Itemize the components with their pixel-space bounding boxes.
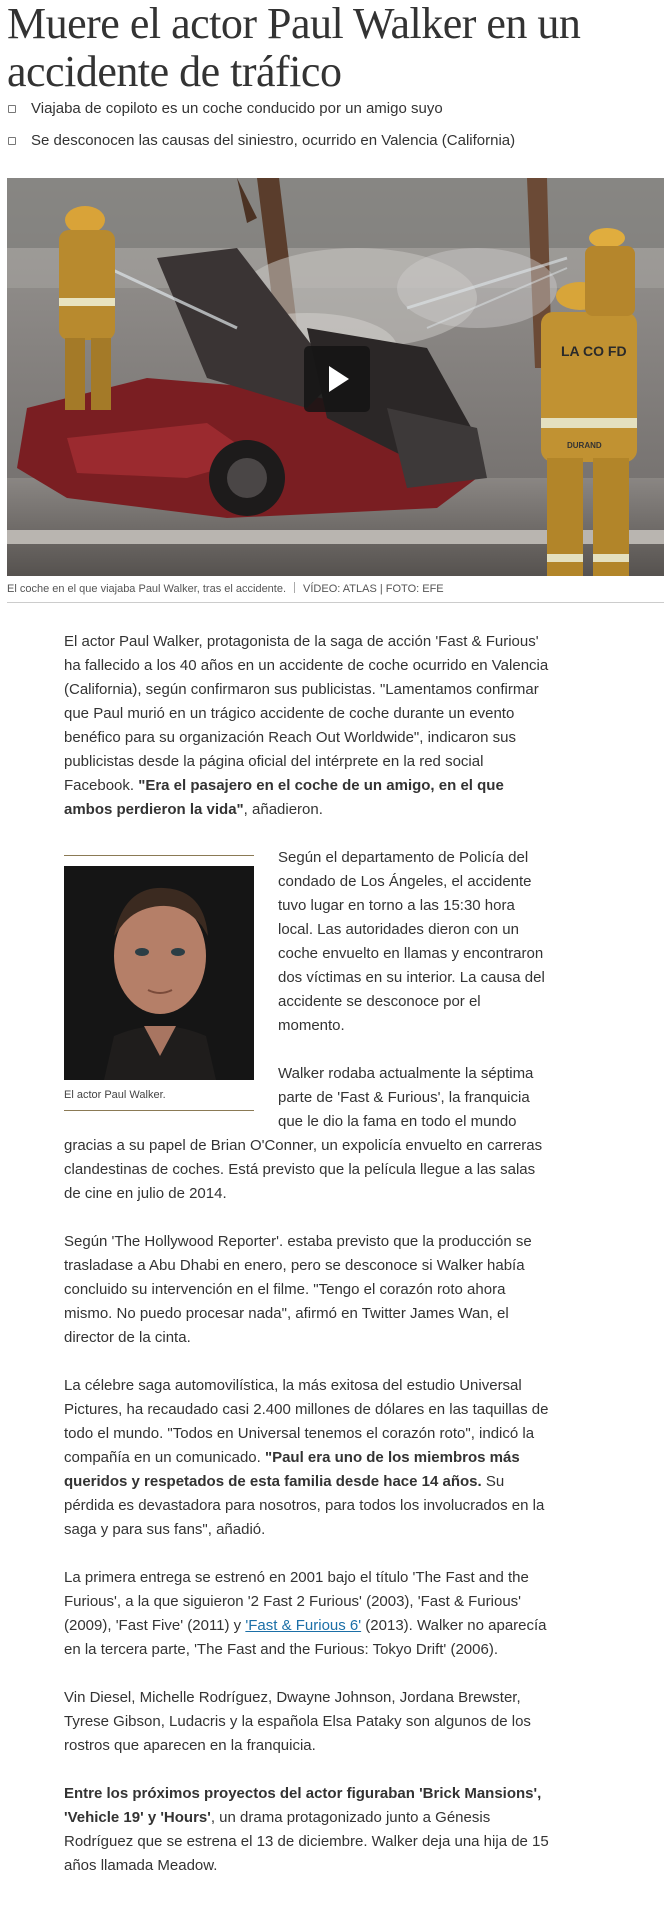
subheadline-item (7, 132, 657, 150)
page-title: Muere el actor Paul Walker en un accidente de tráfico (7, 0, 581, 96)
paragraph-highlight: "Era el pasajero en el coche de un amigo, en el que ambos perdieron la vida" (64, 777, 504, 818)
article-paragraph: Vin Diesel, Michelle Rodríguez, Dwayne Johnson, Jordana Brewster, Tyrese Gibson, Ludacris y la española Elsa Pataky son algunos de los rostros que aparecen en la franquicia. (64, 1689, 531, 1754)
media-caption-bar (7, 580, 664, 603)
article-paragraph (64, 630, 549, 822)
paragraph-highlight: "Paul era uno de los miembros más queridos y respetados de esta familia desde hace 14 años. (64, 1449, 520, 1490)
article-paragraph (64, 1566, 549, 1662)
caption-divider (294, 582, 295, 593)
actor-portrait (64, 866, 254, 1080)
play-icon (329, 366, 349, 392)
subheadline-item (7, 100, 657, 118)
paragraph-text: La célebre saga automovilística, la más exitosa del estudio Universal Pictures, ha recaudado casi 2.400 millones de dólares en las taquillas de todo el mundo. "Todos en Universal tenemos el corazón roto", indicó la compañía en un comunicado. (64, 1377, 549, 1466)
paragraph-text: (2013). Walker no aparecía en la tercera parte, 'The Fast and the Furious: Tokyo Drift' (2006). (64, 1617, 547, 1658)
square-bullet-icon (8, 105, 16, 113)
play-button[interactable] (304, 346, 370, 412)
article-paragraph: Según el departamento de Policía del condado de Los Ángeles, el accidente tuvo lugar en torno a las 15:30 hora local. Las autoridades dieron con un coche envuelto en llamas y encontraron dos víctimas en su interior. La causa del accidente se desconoce por el momento. (278, 849, 545, 1034)
paragraph-text: La primera entrega se estrenó en 2001 bajo el título 'The Fast and the Furious', a la que siguieron '2 Fast 2 Furious' (2003), 'Fast & Furious' (2009), 'Fast Five' (2011) y (64, 1569, 529, 1634)
paragraph-text: , un drama protagonizado junto a Génesis Rodríguez que se estrena el 13 de diciembre. Walker deja una hija de 15 años llamada Meadow. (64, 1809, 549, 1874)
photo-top-rule (64, 855, 254, 856)
media-caption: El coche en el que viajaba Paul Walker, tras el accidente. (7, 583, 287, 595)
photo-caption: El actor Paul Walker. (64, 1089, 166, 1101)
article-paragraph (64, 1374, 549, 1542)
article-paragraph (64, 1782, 549, 1878)
paragraph-highlight: Entre los próximos proyectos del actor figuraban 'Brick Mansions', 'Vehicle 19' y 'Hours' (64, 1785, 542, 1826)
video-player[interactable] (7, 178, 664, 576)
subheadline-list (7, 100, 657, 164)
photo-bottom-rule (64, 1110, 254, 1111)
article-paragraph: Walker rodaba actualmente la séptima parte de 'Fast & Furious', la franquicia que le dio la fama en todo el mundo gracias a su papel de Brian O'Conner, un expolicía envuelto en carreras clandestinas de coches. Está previsto que la película llegue a las salas de cine en julio de 2014. (64, 1065, 543, 1202)
article-paragraph: Según 'The Hollywood Reporter'. estaba previsto que la producción se trasladase a Abu Dhabi en enero, pero se desconoce si Walker había concluido su intervención en el filme. "Tengo el corazón roto ahora mismo. No puedo procesar nada", afirmó en Twitter James Wan, el director de la cinta. (64, 1233, 532, 1346)
media-credit: VÍDEO: ATLAS | FOTO: EFE (303, 583, 444, 595)
inline-photo (64, 855, 254, 1111)
article-body (64, 630, 549, 1902)
jacket-lettering: DURAND (567, 441, 602, 450)
subheadline-text: Viajaba de copiloto es un coche conducido por un amigo suyo (31, 100, 443, 117)
subheadline-text: Se desconocen las causas del siniestro, ocurrido en Valencia (California) (31, 132, 516, 149)
helmet-lettering: LA CO FD (561, 343, 627, 359)
paragraph-text: El actor Paul Walker, protagonista de la saga de acción 'Fast & Furious' ha fallecido a los 40 años en un accidente de coche ocurrido en Valencia (California), según confirmaron sus publicistas. "Lamentamos confirmar que Paul murió en un trágico accidente de coche durante un evento benéfico para su organización Reach Out Worldwide", indicaron sus publicistas desde la página oficial del intérprete en la red social Facebook. (64, 633, 549, 794)
paragraph-text: Su pérdida es devastadora para nosotros, para todos los involucrados en la saga y para sus fans", añadió. (64, 1473, 545, 1538)
article-link[interactable]: 'Fast & Furious 6' (245, 1617, 362, 1634)
paragraph-text: , añadieron. (243, 801, 323, 818)
square-bullet-icon (8, 137, 16, 145)
